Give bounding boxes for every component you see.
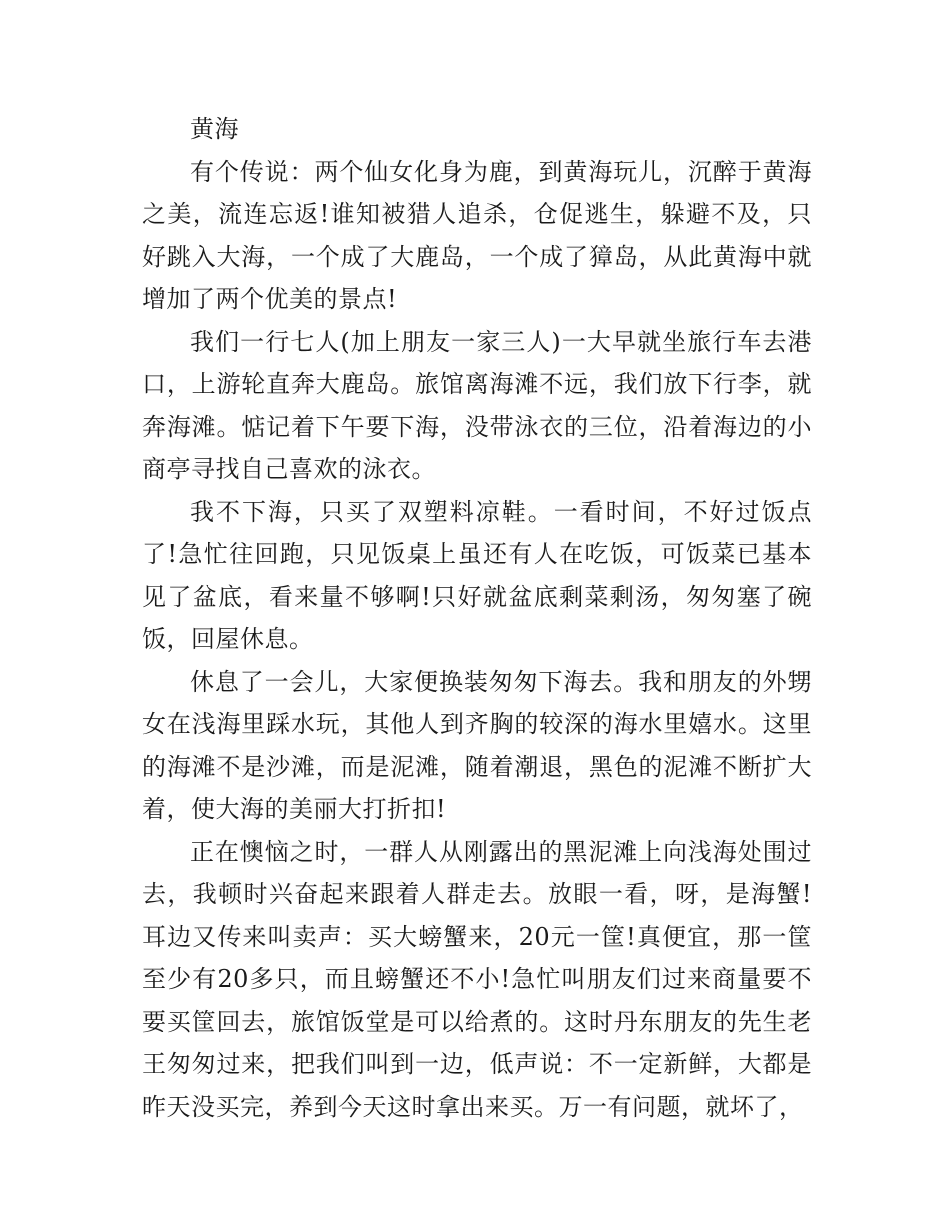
paragraph: 正在懊恼之时，一群人从刚露出的黑泥滩上向浅海处围过去，我顿时兴奋起来跟着人群走去。放眼一看，呀，是海蟹!耳边又传来叫卖声：买大螃蟹来，20元一筐!真便宜，那一筐至少有20多只，而且螃蟹还不小!急忙叫朋友们过来商量要不要买筐回去，旅馆饭堂是可以给煮的。这时丹东朋友的先生老王匆匆过来，把我们叫到一边，低声说：不一定新鲜，大都是昨天没买完，养到今天这时拿出来买。万一有问题，就坏了， [142, 837, 812, 1121]
document-body [142, 108, 812, 1128]
paragraph: 休息了一会儿，大家便换装匆匆下海去。我和朋友的外甥女在浅海里踩水玩，其他人到齐胸的较深的海水里嬉水。这里的海滩不是沙滩，而是泥滩，随着潮退，黑色的泥滩不断扩大着，使大海的美丽大打折扣! [142, 667, 812, 823]
paragraph: 我们一行七人(加上朋友一家三人)一大早就坐旅行车去港口，上游轮直奔大鹿岛。旅馆离海滩不远，我们放下行李，就奔海滩。惦记着下午要下海，没带泳衣的三位，沿着海边的小商亭寻找自己喜欢的泳衣。 [142, 327, 812, 483]
document-title: 黄海 [190, 115, 239, 143]
paragraph: 我不下海，只买了双塑料凉鞋。一看时间，不好过饭点了!急忙往回跑，只见饭桌上虽还有人在吃饭，可饭菜已基本见了盆底，看来量不够啊!只好就盆底剩菜剩汤，匆匆塞了碗饭，回屋休息。 [142, 497, 812, 653]
paragraph: 有个传说：两个仙女化身为鹿，到黄海玩儿，沉醉于黄海之美，流连忘返!谁知被猎人追杀，仓促逃生，躲避不及，只好跳入大海，一个成了大鹿岛，一个成了獐岛，从此黄海中就增加了两个优美的景点! [142, 157, 812, 313]
